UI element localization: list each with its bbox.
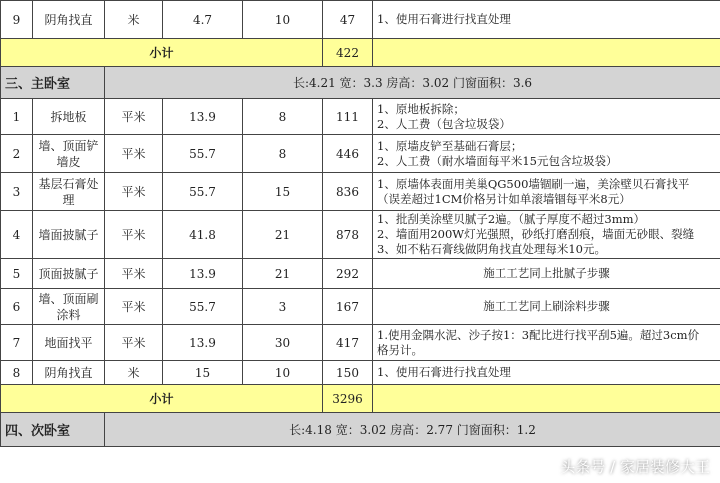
- item-unit-price: 21: [243, 259, 323, 289]
- item-name: 基层石膏处理: [33, 173, 105, 211]
- subtotal-label: 小计: [1, 385, 323, 413]
- item-unit-price: 8: [243, 135, 323, 173]
- item-number: 1: [1, 99, 33, 135]
- table-row: [1, 135, 720, 173]
- room-dimensions: 长:4.18 宽：3.02 房高：2.77 门窗面积：1.2: [105, 413, 720, 447]
- table-row: [1, 325, 720, 361]
- item-description: 1、使用石膏进行找直处理: [373, 361, 720, 385]
- subtotal-row: [1, 39, 720, 67]
- item-unit: 平米: [105, 99, 163, 135]
- item-quantity: 55.7: [163, 173, 243, 211]
- item-quantity: 55.7: [163, 135, 243, 173]
- item-unit: 平米: [105, 259, 163, 289]
- item-name: 墙面披腻子: [33, 211, 105, 259]
- quote-table-body: [1, 1, 720, 447]
- item-unit: 平米: [105, 325, 163, 361]
- item-total: 167: [323, 289, 373, 325]
- item-quantity: 13.9: [163, 259, 243, 289]
- item-number: 7: [1, 325, 33, 361]
- item-description: 1、原墙皮铲至基础石膏层； 2、人工费（耐水墙面每平米15元包含垃圾袋）: [373, 135, 720, 173]
- item-total: 111: [323, 99, 373, 135]
- item-unit-price: 30: [243, 325, 323, 361]
- item-unit: 平米: [105, 289, 163, 325]
- item-quantity: 13.9: [163, 325, 243, 361]
- item-unit-price: 10: [243, 361, 323, 385]
- item-description: 1.使用金隅水泥、沙子按1：3配比进行找平刮5遍。超过3cm价 格另计。: [373, 325, 720, 361]
- item-name: 墙、顶面刷涂料: [33, 289, 105, 325]
- subtotal-value: 3296: [323, 385, 373, 413]
- table-row: [1, 99, 720, 135]
- item-quantity: 13.9: [163, 99, 243, 135]
- subtotal-label: 小计: [1, 39, 323, 67]
- item-unit-price: 21: [243, 211, 323, 259]
- item-description: 1、原地板拆除； 2、人工费（包含垃圾袋）: [373, 99, 720, 135]
- item-unit-price: 3: [243, 289, 323, 325]
- subtotal-empty-cell: [373, 385, 720, 413]
- item-name: 阴角找直: [33, 361, 105, 385]
- item-number: 6: [1, 289, 33, 325]
- item-total: 292: [323, 259, 373, 289]
- item-description: 1、原墙体表面用美巢QG500墙锢刷一遍，美涂壁贝石膏找平 （误差超过1CM价格另计如单滚墙锢每平米8元）: [373, 173, 720, 211]
- item-name: 墙、顶面铲墙皮: [33, 135, 105, 173]
- item-name: 拆地板: [33, 99, 105, 135]
- item-description: 施工工艺同上批腻子步骤: [373, 259, 720, 289]
- item-number: 9: [1, 1, 33, 39]
- item-total: 836: [323, 173, 373, 211]
- item-description: 施工工艺同上刷涂料步骤: [373, 289, 720, 325]
- room-dimensions: 长:4.21 宽：3.3 房高：3.02 门窗面积：3.6: [105, 67, 720, 99]
- item-quantity: 41.8: [163, 211, 243, 259]
- item-number: 3: [1, 173, 33, 211]
- table-row: [1, 1, 720, 39]
- item-name: 顶面披腻子: [33, 259, 105, 289]
- subtotal-value: 422: [323, 39, 373, 67]
- item-unit-price: 8: [243, 99, 323, 135]
- item-unit: 平米: [105, 211, 163, 259]
- table-row: [1, 173, 720, 211]
- table-row: [1, 361, 720, 385]
- item-total: 446: [323, 135, 373, 173]
- section-header-row: [1, 67, 720, 99]
- item-unit: 平米: [105, 173, 163, 211]
- item-number: 2: [1, 135, 33, 173]
- section-title: 四、次卧室: [1, 413, 105, 447]
- item-unit: 米: [105, 361, 163, 385]
- item-total: 150: [323, 361, 373, 385]
- item-quantity: 4.7: [163, 1, 243, 39]
- item-unit-price: 10: [243, 1, 323, 39]
- section-header-row: [1, 413, 720, 447]
- item-description: 1、使用石膏进行找直处理: [373, 1, 720, 39]
- table-row: [1, 289, 720, 325]
- subtotal-row: [1, 385, 720, 413]
- item-unit: 平米: [105, 135, 163, 173]
- item-description: 1、批刮美涂壁贝腻子2遍。（腻子厚度不超过3mm） 2、墙面用200W灯光强照，砂纸打磨刮痕，墙面无砂眼、裂缝 3、如不粘石膏线做阴角找直处理每米10元。: [373, 211, 720, 259]
- item-total: 417: [323, 325, 373, 361]
- section-title: 三、主卧室: [1, 67, 105, 99]
- item-quantity: 15: [163, 361, 243, 385]
- item-number: 5: [1, 259, 33, 289]
- item-total: 878: [323, 211, 373, 259]
- item-name: 地面找平: [33, 325, 105, 361]
- table-row: [1, 211, 720, 259]
- item-unit: 米: [105, 1, 163, 39]
- subtotal-empty-cell: [373, 39, 720, 67]
- item-number: 8: [1, 361, 33, 385]
- item-unit-price: 15: [243, 173, 323, 211]
- table-row: [1, 259, 720, 289]
- item-quantity: 55.7: [163, 289, 243, 325]
- item-total: 47: [323, 1, 373, 39]
- item-number: 4: [1, 211, 33, 259]
- watermark: 头条号 / 家居装修大王: [560, 458, 710, 476]
- item-name: 阴角找直: [33, 1, 105, 39]
